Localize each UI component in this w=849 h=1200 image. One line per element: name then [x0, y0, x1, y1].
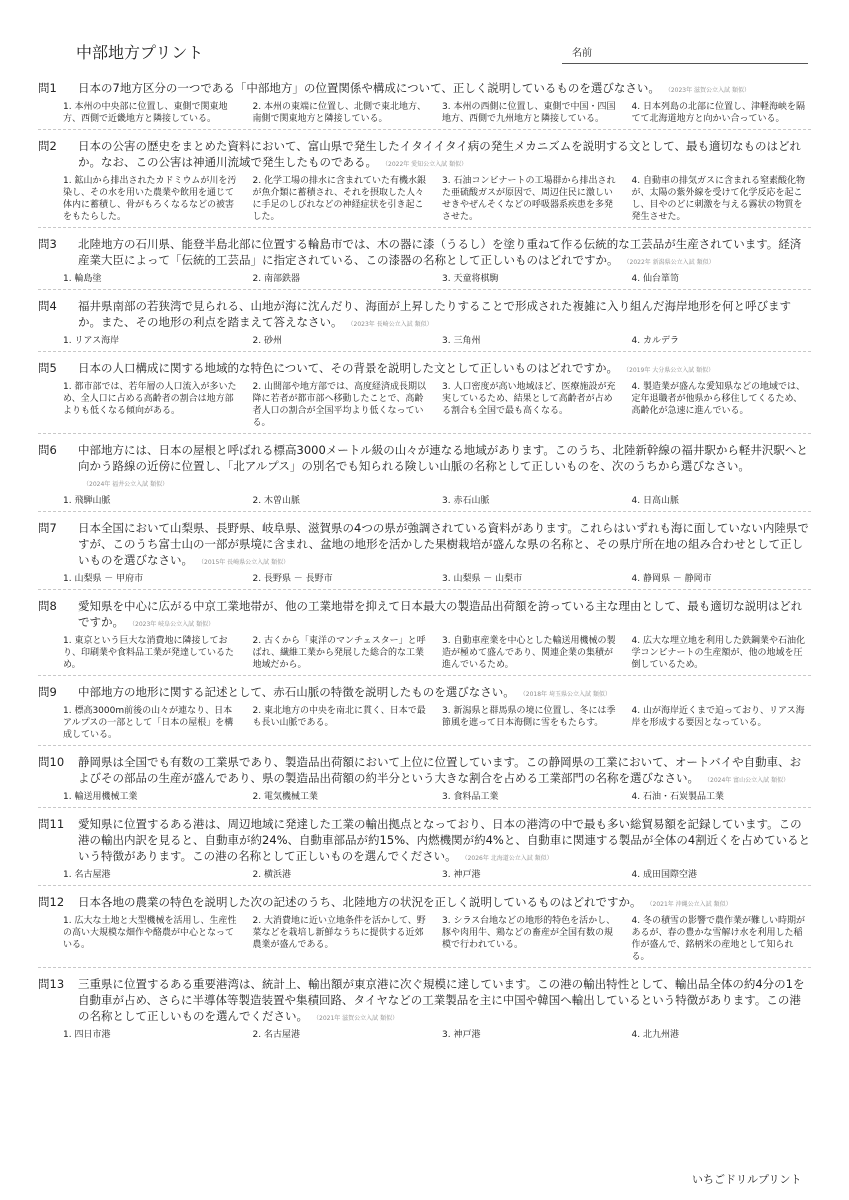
question-source: （2024年 福井公立入試 類似）	[86, 481, 169, 488]
answer-option[interactable]: 4. 広大な埋立地を利用した鉄鋼業や石油化学コンビナートの生産額が、他の地域を圧倒しているため。	[631, 636, 805, 670]
question-source: （2024年 富山公立入試 類似）	[707, 777, 790, 784]
question-text: 日本各地の農業の特色を説明した次の記述のうち、北陸地方の状況を正しく説明しているものはどれですか。	[78, 895, 642, 909]
question-header	[38, 360, 811, 379]
question-source: （2021年 沖縄公立入試 類似）	[649, 901, 732, 908]
question-header	[38, 684, 811, 703]
answer-options	[63, 335, 811, 347]
answer-option[interactable]: 3. 三角州	[442, 336, 481, 346]
question-text: 日本の人口構成に関する地域的な特色について、その背景を説明した文として正しいものはどれですか。	[78, 361, 619, 375]
footer-brand: いちごドリルプリント	[692, 1173, 802, 1186]
answer-options	[63, 175, 811, 223]
question-source: （2023年 滋賀公立入試 類似）	[667, 87, 750, 94]
answer-option[interactable]: 3. 自動車産業を中心とした輸送用機械の製造が極めて盛んであり、関連企業の集積が進んでいるため。	[442, 636, 616, 670]
question-header	[38, 976, 811, 1027]
question-source: （2015年 長崎県公立入試 類似）	[201, 559, 290, 566]
answer-options	[63, 273, 811, 285]
answer-option[interactable]: 3. 神戸港	[442, 870, 481, 880]
answer-option[interactable]: 3. 赤石山脈	[442, 496, 490, 506]
name-label: 名前	[572, 48, 592, 59]
answer-option[interactable]: 2. 大消費地に近い立地条件を活かして、野菜などを栽培し新鮮なうちに提供する近郊農業が盛んである。	[252, 916, 426, 950]
answer-option[interactable]: 4. 自動車の排気ガスに含まれる窒素酸化物が、太陽の紫外線を受けて化学反応を起こし、目やのどに刺激を与える霧状の物質を発生させた。	[631, 176, 805, 222]
answer-option[interactable]: 4. 北九州港	[631, 1030, 679, 1040]
question-text-wrap	[78, 360, 811, 379]
answer-option[interactable]: 1. 広大な土地と大型機械を活用し、生産性の高い大規模な畑作や酪農が中心となっている。	[63, 916, 237, 950]
question-text-wrap	[78, 976, 811, 1027]
answer-option[interactable]: 2. 南部鉄器	[252, 274, 300, 284]
question-text: 中部地方の地形に関する記述として、赤石山脈の特徴を説明したものを選びなさい。	[78, 685, 515, 699]
answer-option[interactable]: 3. 天童将棋駒	[442, 274, 499, 284]
answer-option[interactable]: 1. 飛騨山脈	[63, 496, 111, 506]
answer-option[interactable]: 4. 日本列島の北部に位置し、津軽海峡を隔てて北海道地方と向かい合っている。	[631, 102, 805, 124]
question-source: （2023年 岐阜公立入試 類似）	[132, 621, 215, 628]
answer-options	[63, 869, 811, 881]
answer-option[interactable]: 4. 製造業が盛んな愛知県などの地域では、定年退職者が他県から移住してくるため、高齢化が急速に進んでいる。	[631, 382, 805, 416]
question-source: （2018年 埼玉県公立入試 類似）	[522, 691, 611, 698]
answer-option[interactable]: 4. 冬の積雪の影響で農作業が難しい時期があるが、春の豊かな雪解け水を利用した稲作が盛んで、銘柄米の産地として知られる。	[631, 916, 805, 962]
answer-option[interactable]: 2. 長野県 － 長野市	[252, 574, 333, 584]
answer-option[interactable]: 4. 成田国際空港	[631, 870, 697, 880]
question-text: 福井県南部の若狭湾で見られる、山地が海に沈んだり、海面が上昇したりすることで形成された複雑に入り組んだ海岸地形を何と呼びますか。また、その地形の利点を踏まえて答えなさい。	[78, 299, 791, 329]
question-block	[38, 298, 811, 352]
question-number: 問6	[38, 443, 57, 457]
answer-option[interactable]: 4. カルデラ	[631, 336, 679, 346]
question-block	[38, 754, 811, 808]
answer-options	[63, 915, 811, 963]
question-header	[38, 816, 811, 867]
answer-option[interactable]: 1. 本州の中央部に位置し、東側で関東地方、西側で近畿地方と隣接している。	[63, 102, 228, 124]
answer-option[interactable]: 2. 化学工場の排水に含まれていた有機水銀が魚介類に蓄積され、それを摂取した人々に手足のしびれなどの神経症状を引き起こした。	[252, 176, 426, 222]
question-text-wrap	[78, 80, 811, 99]
question-text-wrap	[78, 442, 811, 493]
question-text: 日本全国において山梨県、長野県、岐阜県、滋賀県の4つの県が強調されている資料があります。これらはいずれも海に面していない内陸県ですが、このうち富士山の一部が県境に含まれ、盆地の地形を活かした果樹栽培が盛んな県の名称と、その県庁所在地の組み合わせとして正しいものを選びなさい。	[78, 521, 809, 567]
question-header	[38, 236, 811, 271]
question-source: （2023年 長崎公立入試 類似）	[350, 321, 433, 328]
answer-option[interactable]: 4. 石油・石炭製品工業	[631, 792, 724, 802]
answer-option[interactable]: 3. 石油コンビナートの工場群から排出された亜硫酸ガスが原因で、周辺住民に激しいせきやぜんそくなどの呼吸器系疾患を多発させた。	[442, 176, 616, 222]
answer-option[interactable]: 2. 本州の東端に位置し、北側で東北地方、南側で関東地方と隣接している。	[252, 102, 426, 124]
answer-option[interactable]: 1. 四日市港	[63, 1030, 111, 1040]
answer-options	[63, 635, 811, 671]
question-number: 問2	[38, 139, 57, 153]
question-text: 日本の公害の歴史をまとめた資料において、富山県で発生したイタイイタイ病の発生メカニズムを説明する文として、最も適切なものはどれか。なお、この公害は神通川流域で発生したものである。	[78, 139, 801, 169]
answer-option[interactable]: 1. 名古屋港	[63, 870, 111, 880]
answer-option[interactable]: 2. 東北地方の中央を南北に貫く、日本で最も長い山脈である。	[252, 706, 426, 728]
question-source: （2021年 滋賀公立入試 類似）	[316, 1015, 399, 1022]
answer-option[interactable]: 2. 電気機械工業	[252, 792, 318, 802]
question-header	[38, 894, 811, 913]
answer-option[interactable]: 3. 山梨県 － 山梨市	[442, 574, 523, 584]
answer-options	[63, 705, 811, 741]
question-block	[38, 80, 811, 130]
answer-options	[63, 495, 811, 507]
answer-option[interactable]: 3. 新潟県と群馬県の境に位置し、冬には季節風を遮って日本海側に雪をもたらす。	[442, 706, 616, 728]
question-header	[38, 80, 811, 99]
question-header	[38, 520, 811, 571]
question-text: 北陸地方の石川県、能登半島北部に位置する輪島市では、木の器に漆（うるし）を塗り重ねて作る伝統的な工芸品が生産されています。経済産業大臣によって「伝統的工芸品」に指定されている、この漆器の名称として正しいものはどれですか。	[78, 237, 802, 267]
question-block	[38, 442, 811, 512]
question-number: 問4	[38, 299, 57, 313]
answer-option[interactable]: 2. 山間部や地方部では、高度経済成長期以降に若者が都市部へ移動したことで、高齢者人口の割合が全国平均より低くなっている。	[252, 382, 426, 428]
answer-options	[63, 101, 811, 125]
answer-option[interactable]: 3. 人口密度が高い地域ほど、医療施設が充実しているため、結果として高齢者が占める割合も全国で最も高くなる。	[442, 382, 616, 416]
question-number: 問7	[38, 521, 57, 535]
question-header	[38, 298, 811, 333]
question-source: （2026年 北海道公立入試 類似）	[464, 855, 553, 862]
question-block	[38, 976, 811, 1045]
question-source: （2019年 大分県公立入試 類似）	[626, 367, 715, 374]
answer-option[interactable]: 2. 横浜港	[252, 870, 291, 880]
answer-option[interactable]: 2. 木曽山脈	[252, 496, 300, 506]
answer-option[interactable]: 1. 山梨県 － 甲府市	[63, 574, 144, 584]
question-list	[38, 80, 811, 1053]
question-source: （2022年 愛知公立入試 類似）	[385, 161, 468, 168]
question-text-wrap	[78, 520, 811, 571]
question-block	[38, 138, 811, 228]
answer-options	[63, 1029, 811, 1041]
question-block	[38, 360, 811, 434]
question-text: 中部地方には、日本の屋根と呼ばれる標高3000メートル級の山々が連なる地域があります。このうち、北陸新幹線の福井駅から軽井沢駅へと向かう路線の近傍に位置し、「北アルプス」の別名でも知られる険しい山脈の名称として正しいものを、次のうちから選びなさい。	[78, 443, 808, 473]
answer-options	[63, 381, 811, 429]
question-text: 三重県に位置するある重要港湾は、統計上、輸出額が東京港に次ぐ規模に達しています。この港の輸出特性として、輸出品全体の約4分の1を自動車が占め、さらに半導体等製造装置や集積回路、タイヤなどの工業製品を主に中国や韓国へ輸出しているという特徴があります。この港の名称として正しいものを選んでください。	[78, 977, 805, 1023]
answer-option[interactable]: 1. 標高3000m前後の山々が連なり、日本アルプスの一部として「日本の屋根」を構成している。	[63, 706, 234, 740]
question-number: 問1	[38, 81, 57, 95]
question-text: 愛知県に位置するある港は、周辺地域に発達した工業の輸出拠点となっており、日本の港湾の中で最も多い総貿易額を記録しています。この港の輸出内訳を見ると、自動車が約24%、自動車部品が約15%、内燃機関が約4%と、自動車に関連する製品が全体の4割近くを占めているという特徴があります。この港の名称として正しいものを選んでください。	[78, 817, 811, 863]
question-text: 日本の7地方区分の一つである「中部地方」の位置関係や構成について、正しく説明しているものを選びなさい。	[78, 81, 660, 95]
question-text: 愛知県を中心に広がる中京工業地帯が、他の工業地帯を抑えて日本最大の製造品出荷額を誇っている主な理由として、最も適切な説明はどれですか。	[78, 599, 803, 629]
question-text-wrap	[78, 816, 811, 867]
question-block	[38, 684, 811, 746]
answer-option[interactable]: 4. 静岡県 － 静岡市	[631, 574, 712, 584]
answer-option[interactable]: 3. 食料品工業	[442, 792, 499, 802]
name-input-line[interactable]	[562, 63, 808, 64]
question-number: 問12	[38, 895, 65, 909]
answer-option[interactable]: 1. 都市部では、若年層の人口流入が多いため、全人口に占める高齢者の割合は地方部よりも低くなる傾向がある。	[63, 382, 237, 416]
question-header	[38, 754, 811, 789]
question-header	[38, 442, 811, 493]
question-number: 問3	[38, 237, 57, 251]
question-number: 問8	[38, 599, 57, 613]
answer-option[interactable]: 1. リアス海岸	[63, 336, 120, 346]
question-block	[38, 598, 811, 676]
answer-option[interactable]: 1. 輸送用機械工業	[63, 792, 138, 802]
answer-option[interactable]: 1. 輪島塗	[63, 274, 102, 284]
answer-option[interactable]: 4. 山が海岸近くまで迫っており、リアス海岸を形成する要因となっている。	[631, 706, 805, 728]
question-block	[38, 816, 811, 886]
answer-option[interactable]: 1. 東京という巨大な消費地に隣接しており、印刷業や食料品工業が発達しているため。	[63, 636, 235, 670]
question-text-wrap	[78, 684, 811, 703]
question-number: 問13	[38, 977, 65, 991]
question-block	[38, 894, 811, 968]
question-text: 静岡県は全国でも有数の工業県であり、製造品出荷額において上位に位置しています。この静岡県の工業において、オートバイや自動車、およびその部品の生産が盛んであり、県の製造品出荷額の約半分という大きな割合を占める工業部門の名称を選びなさい。	[78, 755, 802, 785]
question-text-wrap	[78, 298, 811, 333]
question-number: 問5	[38, 361, 57, 375]
answer-option[interactable]: 1. 鉱山から排出されたカドミウムが川を汚染し、その水を用いた農業や飲用を通じて体内に蓄積し、骨がもろくなるなどの被害をもたらした。	[63, 176, 237, 222]
answer-option[interactable]: 2. 名古屋港	[252, 1030, 300, 1040]
answer-option[interactable]: 4. 仙台箪笥	[631, 274, 679, 284]
question-text-wrap	[78, 754, 811, 789]
question-number: 問9	[38, 685, 57, 699]
question-source: （2022年 新潟県公立入試 類似）	[626, 259, 715, 266]
answer-options	[63, 573, 811, 585]
answer-options	[63, 791, 811, 803]
question-text-wrap	[78, 598, 811, 633]
answer-option[interactable]: 4. 日高山脈	[631, 496, 679, 506]
question-text-wrap	[78, 894, 811, 913]
answer-option[interactable]: 3. 神戸港	[442, 1030, 481, 1040]
question-number: 問10	[38, 755, 65, 769]
page-title: 中部地方プリント	[76, 43, 204, 62]
answer-option[interactable]: 2. 古くから「東洋のマンチェスター」と呼ばれ、繊維工業から発展した総合的な工業地域だから。	[252, 636, 426, 670]
question-header	[38, 598, 811, 633]
answer-option[interactable]: 3. シラス台地などの地形的特色を活かし、豚や肉用牛、鶏などの畜産が全国有数の規模で行われている。	[442, 916, 616, 950]
question-text-wrap	[78, 236, 811, 271]
question-number: 問11	[38, 817, 65, 831]
question-text-wrap	[78, 138, 811, 173]
answer-option[interactable]: 2. 砂州	[252, 336, 282, 346]
question-block	[38, 236, 811, 290]
answer-option[interactable]: 3. 本州の西側に位置し、東側で中国・四国地方、西側で九州地方と隣接している。	[442, 102, 616, 124]
question-header	[38, 138, 811, 173]
question-block	[38, 520, 811, 590]
